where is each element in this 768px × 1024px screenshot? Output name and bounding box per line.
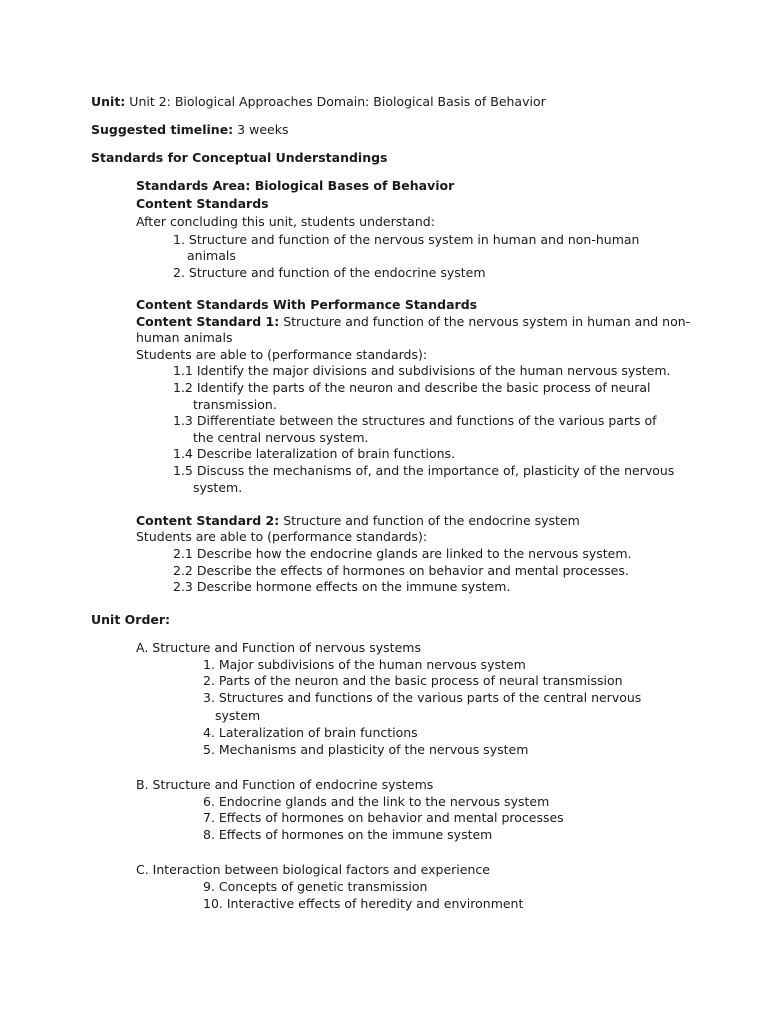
cs2-intro: Students are able to (performance standards):: [136, 529, 428, 544]
performance-item: 1.5 Discuss the mechanisms of, and the importance of, plasticity of the nervous: [173, 463, 675, 478]
cs1-text: Structure and function of the nervous system in human and non-: [283, 314, 691, 329]
conceptual-heading: Standards for Conceptual Understandings: [91, 150, 388, 165]
unit-order-item: system: [215, 708, 261, 723]
unit-value: Unit 2: Biological Approaches Domain: Biological Basis of Behavior: [129, 94, 546, 109]
performance-item: system.: [193, 480, 243, 495]
performance-item: 2.1 Describe how the endocrine glands are linked to the nervous system.: [173, 546, 632, 561]
unit-order-section-a: A. Structure and Function of nervous systems: [136, 640, 421, 655]
content-standards-heading: Content Standards: [136, 196, 269, 211]
unit-line: [91, 94, 546, 110]
content-standards-intro: After concluding this unit, students understand:: [136, 214, 435, 229]
performance-item: 1.2 Identify the parts of the neuron and describe the basic process of neural: [173, 380, 651, 395]
performance-item: 2.3 Describe hormone effects on the immune system.: [173, 579, 511, 594]
cs2-line: [136, 513, 580, 529]
performance-item: 1.4 Describe lateralization of brain functions.: [173, 446, 456, 461]
standards-area-heading: Standards Area: Biological Bases of Behavior: [136, 178, 455, 193]
performance-item: 1.3 Differentiate between the structures and functions of the various parts of: [173, 413, 657, 428]
performance-heading: Content Standards With Performance Standards: [136, 297, 478, 312]
unit-order-item: 5. Mechanisms and plasticity of the nervous system: [203, 742, 529, 757]
unit-order-item: 2. Parts of the neuron and the basic process of neural transmission: [203, 673, 623, 688]
unit-order-item: 3. Structures and functions of the various parts of the central nervous: [203, 690, 642, 705]
unit-order-item: 10. Interactive effects of heredity and environment: [203, 896, 524, 911]
unit-order-section-c: C. Interaction between biological factors and experience: [136, 862, 490, 877]
timeline-line: [91, 122, 288, 138]
content-standard-item: 2. Structure and function of the endocrine system: [173, 265, 486, 280]
content-standard-item: animals: [187, 248, 236, 263]
performance-item: 2.2 Describe the effects of hormones on behavior and mental processes.: [173, 563, 629, 578]
performance-item: 1.1 Identify the major divisions and subdivisions of the human nervous system.: [173, 363, 671, 378]
cs2-text: Structure and function of the endocrine system: [283, 513, 580, 528]
unit-order-item: 1. Major subdivisions of the human nervous system: [203, 657, 526, 672]
unit-order-item: 4. Lateralization of brain functions: [203, 725, 418, 740]
unit-order-item: 7. Effects of hormones on behavior and mental processes: [203, 810, 564, 825]
content-standard-item: 1. Structure and function of the nervous system in human and non-human: [173, 232, 640, 247]
timeline-label: Suggested timeline:: [91, 122, 234, 137]
unit-order-item: 6. Endocrine glands and the link to the nervous system: [203, 794, 550, 809]
performance-item: transmission.: [193, 397, 277, 412]
cs1-intro: Students are able to (performance standards):: [136, 347, 428, 362]
unit-order-section-b: B. Structure and Function of endocrine systems: [136, 777, 434, 792]
timeline-value: 3 weeks: [237, 122, 289, 137]
unit-order-heading: Unit Order:: [91, 612, 171, 627]
cs2-label: Content Standard 2:: [136, 513, 280, 528]
performance-item: the central nervous system.: [193, 430, 369, 445]
cs1-label: Content Standard 1:: [136, 314, 280, 329]
cs1-cont: human animals: [136, 330, 233, 345]
unit-label: Unit:: [91, 94, 126, 109]
unit-order-item: 8. Effects of hormones on the immune system: [203, 827, 493, 842]
cs1-line: [136, 314, 690, 330]
unit-order-item: 9. Concepts of genetic transmission: [203, 879, 428, 894]
